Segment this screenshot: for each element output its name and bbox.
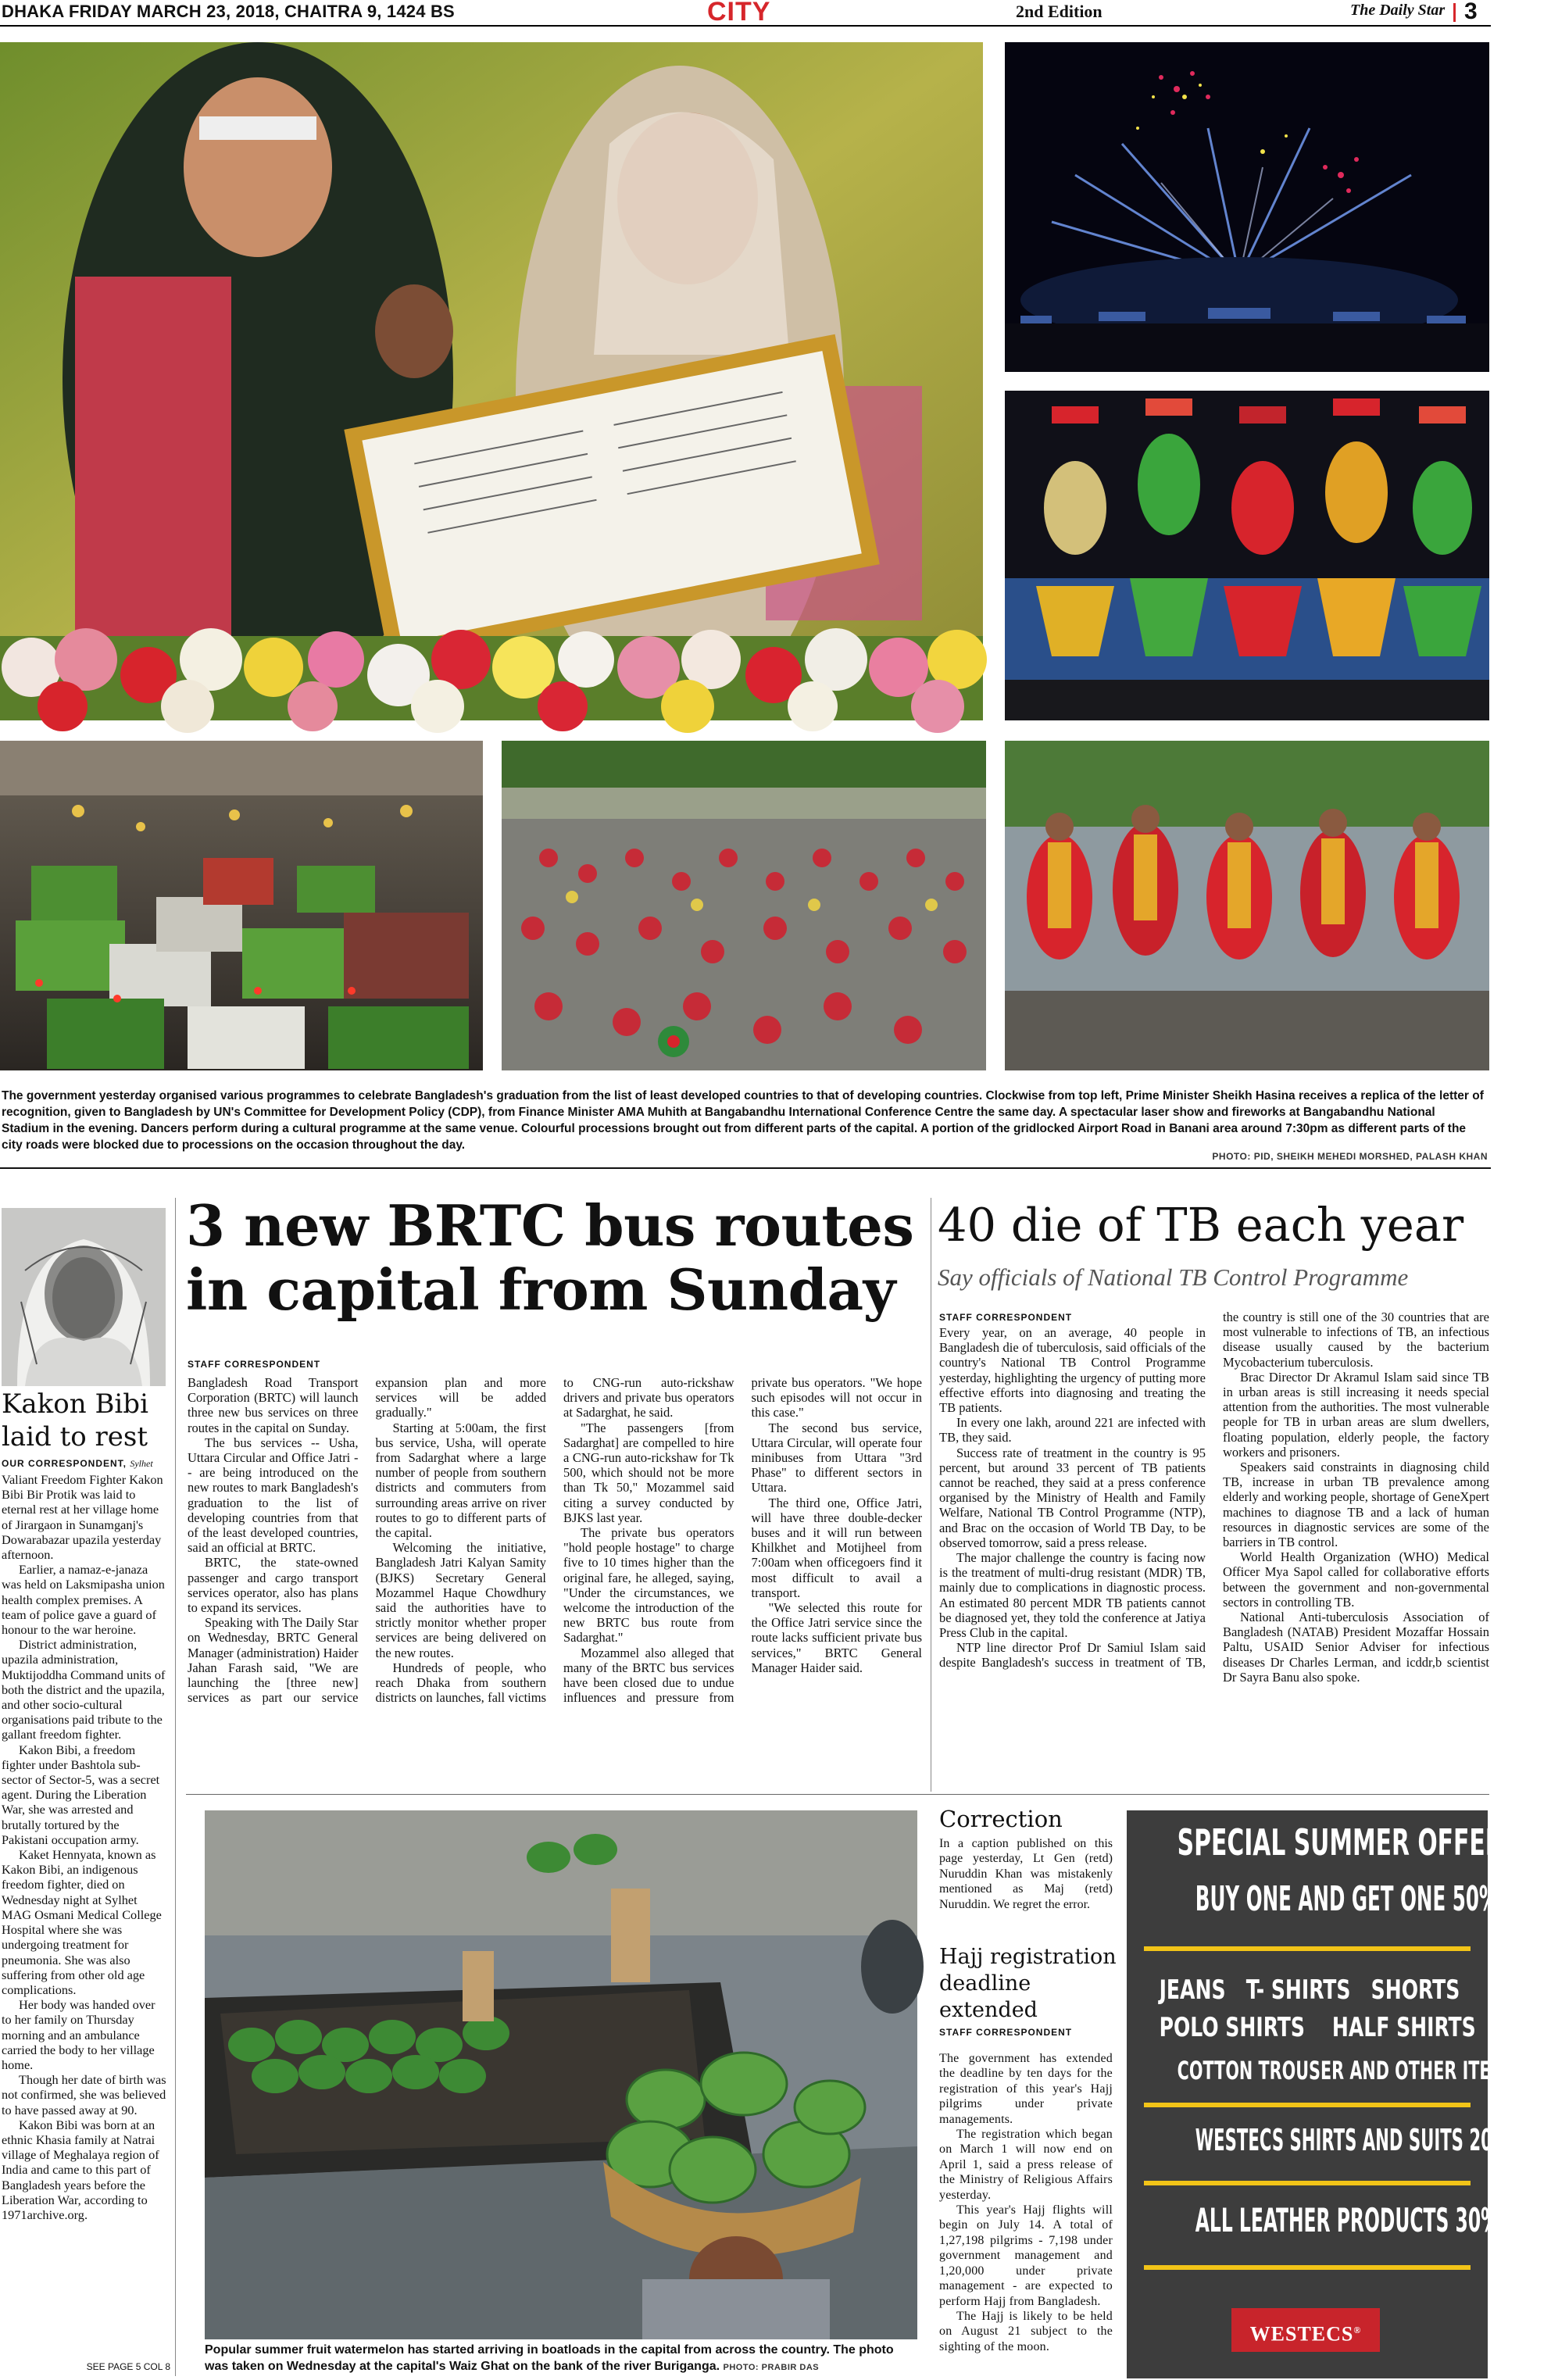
hajj-paragraph: This year's Hajj flights will begin on July 14. A total of 1,27,198 pilgrims - 7,198 under government management and 1,20,000 under private management - are expected to perform Hajj from Bangladesh. (939, 2203, 1113, 2308)
brtc-paragraph: The third one, Office Jatri, will have three double-decker buses and it will run between Khilkhet and Motijheel from 7:00am when officegoers find it most difficult to avail a transport. (751, 1495, 922, 1600)
paper-logo: The Daily Star (1350, 2, 1446, 19)
masthead (0, 0, 1491, 27)
brtc-paragraph: Starting at 5:00am, the first bus service, Usha, will operate from Sadarghat where a large number of people from southern districts and commuters from surrounding areas arrive on river routes to go to different parts of the capital. (375, 1420, 546, 1541)
tb-headline: 40 die of TB each year (938, 1198, 1464, 1252)
tb-byline: STAFF CORRESPONDENT (939, 1312, 1073, 1323)
brtc-paragraph: Mozammel also alleged that many of the BRTC bus services have been closed due to undue influences and pressure from private bus operators. "We hope such episodes will not occur in this case." (563, 1375, 922, 1706)
kakon-headline: Kakon Bibi laid to rest (2, 1388, 148, 1453)
watermelon-credit: PHOTO: PRABIR DAS (723, 2363, 820, 2372)
tb-paragraph: NTP line director Prof Dr Samiul Islam said despite Bangladesh's success in treatment of TB, the country is still one of the 30 countries that are most vulnerable to infections of TB, an infectious disease usually caused by the bacterium Mycobacterium tuberculosis. (939, 1310, 1489, 1671)
brtc-paragraph: "The passengers [from Sadarghat] are compelled to hire a CNG-run auto-rickshaw for Tk 500, which should not be more than Tk 50," Mozammel said citing a survey conducted by BJKS last year. (563, 1420, 734, 1525)
kakon-paragraph: Earlier, a namaz-e-janaza was held on Laksmipasha union health complex premises. A team of police gave a guard of honour to the war heroine. (2, 1562, 165, 1638)
westecs-advertisement (1127, 1810, 1551, 2378)
ad-shirts-offer: WESTECS SHIRTS AND SUITS 20% OFF (1195, 2123, 1551, 2157)
hajj-paragraph: The Hajj is likely to be held on August 21 subject to the sighting of the moon. (939, 2309, 1113, 2353)
ad-divider (1144, 2181, 1471, 2185)
ad-headline: SPECIAL SUMMER OFFER (1177, 1821, 1503, 1864)
top-photo-caption: The government yesterday organised various programmes to celebrate Bangladesh's graduation from the list of least developed countries to that of developing countries. Clockwise from top left, Prime Minister Sheikh Hasina receives a replica of the letter of recognition, given to Bangladesh by UN's Committee for Development Policy (CDP), from Finance Minister AMA Muhith at Bangabandhu International Conference Centre the same day. A spectacular laser show and fireworks at Bangabandhu National Stadium in the evening. Dancers perform during a cultural programme at the same venue. Colourful processions brought out from different parts of the capital. A portion of the gridlocked Airport Road in Banani area around 7:30pm as different parts of the city roads were blocked due to processions on the occasion throughout the day. (2, 1089, 1484, 1152)
kakon-paragraph: Kaket Hennyata, known as Kakon Bibi, an indigenous freedom fighter, died on Wednesday night at Sylhet MAG Osmani Medical College Hospital where she was undergoing treatment for pneumonia. She was also suffering from other old age complications. (2, 1847, 162, 1997)
dancers-stage-photo (1005, 391, 1489, 720)
ad-divider (1144, 2265, 1471, 2270)
kakon-paragraph: Valiant Freedom Fighter Kakon Bibi Bir Protik was laid to eternal rest at her village home of Jirargaon in Sunamganj's Dowarabazar upazila yesterday afternoon. (2, 1472, 163, 1563)
section-name: CITY (707, 0, 771, 27)
brtc-paragraph: Hundreds of people, who reach Dhaka from southern districts on launches, fall victims to CNG-run auto-rickshaw drivers and private bus operators at Sadarghat, he said. (375, 1375, 734, 1706)
procession-photo (502, 741, 986, 1070)
bottom-section-divider (186, 1794, 1489, 1795)
ad-divider (1144, 1946, 1471, 1951)
brtc-body (188, 1375, 922, 1781)
kakon-paragraph: Her body was handed over to her family on Thursday morning and an ambulance carried the body to her village home. (2, 1997, 155, 2072)
tb-paragraph: In every one lakh, around 221 are infected with TB, they said. (939, 1415, 1206, 1446)
westecs-logo: WESTECS® (1231, 2308, 1380, 2352)
brtc-byline: STAFF CORRESPONDENT (188, 1359, 321, 1370)
masthead-date: DHAKA FRIDAY MARCH 23, 2018, CHAITRA 9, 1424 BS (2, 2, 455, 21)
street-dancers-photo (1005, 741, 1489, 1070)
brtc-paragraph: Speaking with The Daily Star on Wednesday, BRTC General Manager (administration) Haider Jahan Farash said, "We are launching the [three new] services as part our service expansion plan and more services will be added gradually." (188, 1375, 546, 1706)
ad-item-line-1: JEANS T- SHIRTS SHORTS (1159, 1974, 1460, 2006)
ad-offer: BUY ONE AND GET ONE 50% OFF (1195, 1879, 1548, 1919)
brtc-paragraph: Bangladesh Road Transport Corporation (BRTC) will launch three new bus services on three routes in the capital on Sunday. (188, 1375, 359, 1435)
brtc-paragraph: The private bus operators "hold people hostage" to charge five to 10 times higher than the original fare, he alleged, saying, "Under the circumstances, we welcome the introduction of the new BRTC bus route from Sadarghat." (563, 1525, 734, 1646)
tb-paragraph: National Anti-tuberculosis Association of Bangladesh (NATAB) President Mozaffar Hossain Paltu, USAID Senior Adviser for infectious diseases Dr Charles Lerman, and icddr,b scientist Dr Sayra Banu also spoke. (1223, 1610, 1489, 1685)
correction-headline: Correction (939, 1806, 1063, 1832)
brtc-paragraph: The second bus service, Uttara Circular, will operate four minibuses from Uttara "3rd Phase" to different sectors in Uttara. (751, 1420, 922, 1496)
brtc-paragraph: Welcoming the initiative, Bangladesh Jatri Kalyan Samity (BJKS) Secretary General Mozammel Haque Chowdhury said the authorities have to strictly monitor whether proper services are being delivered on the new routes. (375, 1540, 546, 1660)
brtc-headline: 3 new BRTC bus routes in capital from Sunday (186, 1192, 914, 1323)
tb-paragraph: World Health Organization (WHO) Medical Officer Mya Sapol called for collaborative efforts between the government and non-governmental sectors in controlling TB. (1223, 1549, 1489, 1610)
edition-label: 2nd Edition (1016, 2, 1102, 21)
kakon-paragraph: Kakon Bibi was born at an ethnic Khasia family at Natrai village of Meghalaya region of India and came to this part of Bangladesh years before the Liberation War, according to 1971archive.org. (2, 2117, 159, 2222)
tb-subhead: Say officials of National TB Control Programme (938, 1263, 1409, 1291)
tb-paragraph: Success rate of treatment in the country is 95 percent, but around 33 percent of TB patients cannot be reached, they said at a press conference organised by the Ministry of Health and Family Welfare, National TB Control Programme (NTP), and Brac on the occasion of World TB Day, to be observed tomorrow, said a press release. (939, 1445, 1206, 1550)
hajj-paragraph: The government has extended the deadline by ten days for the registration of this year's Hajj pilgrims under private managements. (939, 2052, 1113, 2126)
ad-leather-offer: ALL LEATHER PRODUCTS 30%OFF (1195, 2201, 1540, 2239)
tb-byline-spacer (939, 1310, 1206, 1325)
brtc-paragraph: BRTC, the state-owned passenger and cargo transport services operator, also has plans to expand its services. (188, 1555, 359, 1616)
hajj-paragraph: The registration which began on March 1 will now end on April 1, said a press release of the Ministry of Religious Affairs yesterday. (939, 2128, 1113, 2202)
ad-item-line-2: POLO SHIRTS HALF SHIRTS (1159, 2012, 1476, 2043)
tb-paragraph: Speakers said constraints in diagnosing child TB, increase in urban TB prevalence among elderly and working people, shortage of GeneXpert machines to diagnose TB and a lack of human resources in diagnostic services are some of the barriers in TB control. (1223, 1460, 1489, 1550)
column-rule-kakon (175, 1198, 176, 2376)
top-photo-credit: PHOTO: PID, SHEIKH MEHEDI MORSHED, PALASH KHAN (1212, 1151, 1488, 1162)
kakon-jump: SEE PAGE 5 COL 8 (86, 2361, 170, 2372)
tb-paragraph: Brac Director Dr Akramul Islam said since TB in urban areas is still increasing it needs special attention from the authorities. The most vulnerable people for TB in urban areas are slum dwellers, floating population, elderly people, the factory workers and prisoners. (1223, 1369, 1489, 1460)
tb-paragraph: Every year, on an average, 40 people in Bangladesh die of tuberculosis, said officials of the country's National TB Control Programme yesterday, highlighting the urgency of putting more effective efforts into diagnosing and treating the TB patients. (939, 1325, 1206, 1416)
tb-paragraph: The major challenge the country is facing now is the treatment of multi-drug resistant (MDR) TB, mainly due to complications in diagnostic process. An estimated 80 percent MDR TB patients cannot be diagnosed yet, they told the conference at Jatiya Press Club in the capital. (939, 1550, 1206, 1641)
correction-body: In a caption published on this page yesterday, Lt Gen (retd) Nuruddin Khan was mistakenly mentioned as Maj (retd) Nuruddin. We regret the error. (939, 1837, 1113, 1911)
page-number: 3 (1464, 0, 1478, 24)
kakon-byline: OUR CORRESPONDENT, Sylhet (2, 1458, 153, 1469)
ad-item-line-3: COTTON TROUSER AND OTHER ITEMS (1177, 2056, 1519, 2085)
tb-body (939, 1310, 1489, 1786)
traffic-photo (0, 741, 483, 1070)
ceremony-photo (0, 42, 983, 720)
kakon-paragraph: Though her date of birth was not confirmed, she was believed to have passed away at 90. (2, 2072, 166, 2117)
hajj-body (939, 2051, 1113, 2354)
watermelon-photo (205, 1810, 917, 2339)
fireworks-photo (1005, 42, 1489, 372)
brtc-paragraph: The bus services -- Usha, Uttara Circular and Office Jatri -- are being introduced on the new routes to mark Bangladesh's graduation to the list of developing countries from that of the least developed countries, said an official at BRTC. (188, 1435, 359, 1556)
kakon-paragraph: Kakon Bibi, a freedom fighter under Bashtola sub-sector of Sector-5, was a secret agent. During the Liberation War, she was arrested and brutally tortured by the Pakistani occupation army. (2, 1742, 160, 1847)
kakon-paragraph: District administration, upazila administration, Muktijoddha Command units of both the district and the upazila, and other socio-cultural organisations paid tribute to the gallant freedom fighter. (2, 1637, 166, 1742)
hajj-headline: Hajj registration deadline extended (939, 1945, 1117, 2022)
brtc-paragraph: "We selected this route for the Office Jatri service since the route lacks sufficient private bus services," BRTC General Manager Haider said. (751, 1600, 922, 1675)
watermelon-caption: Popular summer fruit watermelon has started arriving in boatloads in the capital from across the country. The photo was taken on Wednesday at the capital's Waiz Ghat on the bank of the river Buriganga. PHOTO: PRABIR DAS (205, 2343, 894, 2373)
ad-divider (1144, 2103, 1471, 2107)
kakon-body (2, 1472, 167, 2222)
page-number-bar (1453, 3, 1456, 22)
caption-divider (0, 1167, 1491, 1169)
kakon-bibi-portrait (2, 1208, 166, 1386)
hajj-byline: STAFF CORRESPONDENT (939, 2027, 1073, 2038)
